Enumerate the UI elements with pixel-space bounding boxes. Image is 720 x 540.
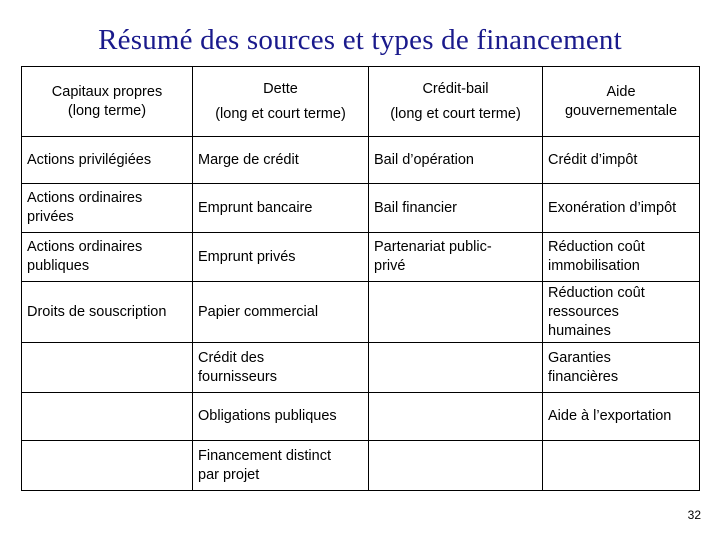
table-cell — [369, 441, 543, 491]
cell-line: ressources — [548, 303, 619, 320]
cell-line: Partenariat public- — [374, 239, 492, 255]
cell-line: Garanties — [548, 349, 611, 366]
table-cell — [22, 233, 193, 282]
table-cell — [22, 184, 193, 233]
cell-line: Actions ordinaires — [27, 190, 143, 206]
table-cell — [369, 282, 543, 343]
table-cell — [193, 441, 369, 491]
table-cell — [543, 282, 700, 343]
header-line: Aide — [606, 83, 636, 100]
cell-line: Crédit des — [198, 349, 265, 366]
cell-line: Bail d’opération — [374, 151, 474, 168]
table-row — [22, 184, 700, 233]
cell-line: Réduction coût — [548, 239, 645, 255]
cell-line: Financement distinct — [198, 447, 331, 464]
table-cell — [22, 343, 193, 393]
table-cell — [543, 393, 700, 441]
table-cell — [22, 282, 193, 343]
cell-line: Actions ordinaires — [27, 239, 143, 255]
cell-line: Papier commercial — [198, 303, 319, 320]
financing-table — [21, 66, 700, 491]
cell-line: publiques — [27, 258, 90, 274]
cell-line: Actions privilégiées — [27, 151, 152, 168]
cell-line: Bail financier — [374, 199, 458, 216]
table-cell — [22, 441, 193, 491]
cell-line: Crédit d’impôt — [548, 151, 638, 168]
cell-line: par projet — [198, 466, 260, 483]
table-cell — [22, 137, 193, 184]
header-equity — [22, 67, 193, 137]
header-line: Crédit-bail — [422, 80, 489, 97]
cell-line: Exonération d’impôt — [548, 199, 677, 216]
table-row — [22, 233, 700, 282]
table-cell — [22, 393, 193, 441]
header-leasing — [369, 67, 543, 137]
header-government-aid — [543, 67, 700, 137]
table-cell — [369, 233, 543, 282]
cell-line: immobilisation — [548, 258, 640, 274]
cell-line: Marge de crédit — [198, 151, 299, 168]
cell-line: Réduction coût — [548, 284, 645, 301]
page-title: Résumé des sources et types de financement — [98, 24, 622, 56]
table-header-row — [22, 67, 700, 137]
cell-line: Emprunt privés — [198, 248, 296, 265]
table-cell — [369, 184, 543, 233]
table-cell — [369, 137, 543, 184]
table-cell — [369, 343, 543, 393]
table-cell — [369, 393, 543, 441]
table-cell — [193, 137, 369, 184]
table-cell — [543, 184, 700, 233]
table-cell — [193, 184, 369, 233]
cell-line: fournisseurs — [198, 368, 277, 385]
cell-line: financières — [548, 368, 619, 385]
header-line: Capitaux propres — [51, 83, 163, 100]
table-cell — [543, 441, 700, 491]
header-line: (long et court terme) — [215, 105, 346, 122]
table-row — [22, 282, 700, 343]
cell-line: Droits de souscription — [27, 303, 167, 320]
header-debt — [193, 67, 369, 137]
table-cell — [193, 343, 369, 393]
cell-line: privées — [27, 209, 74, 225]
header-line: (long et court terme) — [390, 105, 521, 122]
table-row — [22, 343, 700, 393]
table-row — [22, 137, 700, 184]
page-number: 32 — [687, 508, 701, 522]
table-cell — [543, 233, 700, 282]
header-line: gouvernementale — [564, 102, 678, 119]
cell-line: Aide à l’exportation — [548, 408, 672, 424]
table-cell — [193, 282, 369, 343]
header-line: Dette — [263, 80, 298, 97]
table-cell — [543, 137, 700, 184]
table-cell — [193, 233, 369, 282]
cell-line: Emprunt bancaire — [198, 199, 313, 216]
header-line: (long terme) — [67, 102, 147, 119]
cell-line: privé — [374, 258, 406, 274]
table-row — [22, 393, 700, 441]
cell-line: humaines — [548, 322, 611, 339]
table-row — [22, 441, 700, 491]
table-cell — [193, 393, 369, 441]
table-cell — [543, 343, 700, 393]
cell-line: Obligations publiques — [198, 408, 337, 424]
